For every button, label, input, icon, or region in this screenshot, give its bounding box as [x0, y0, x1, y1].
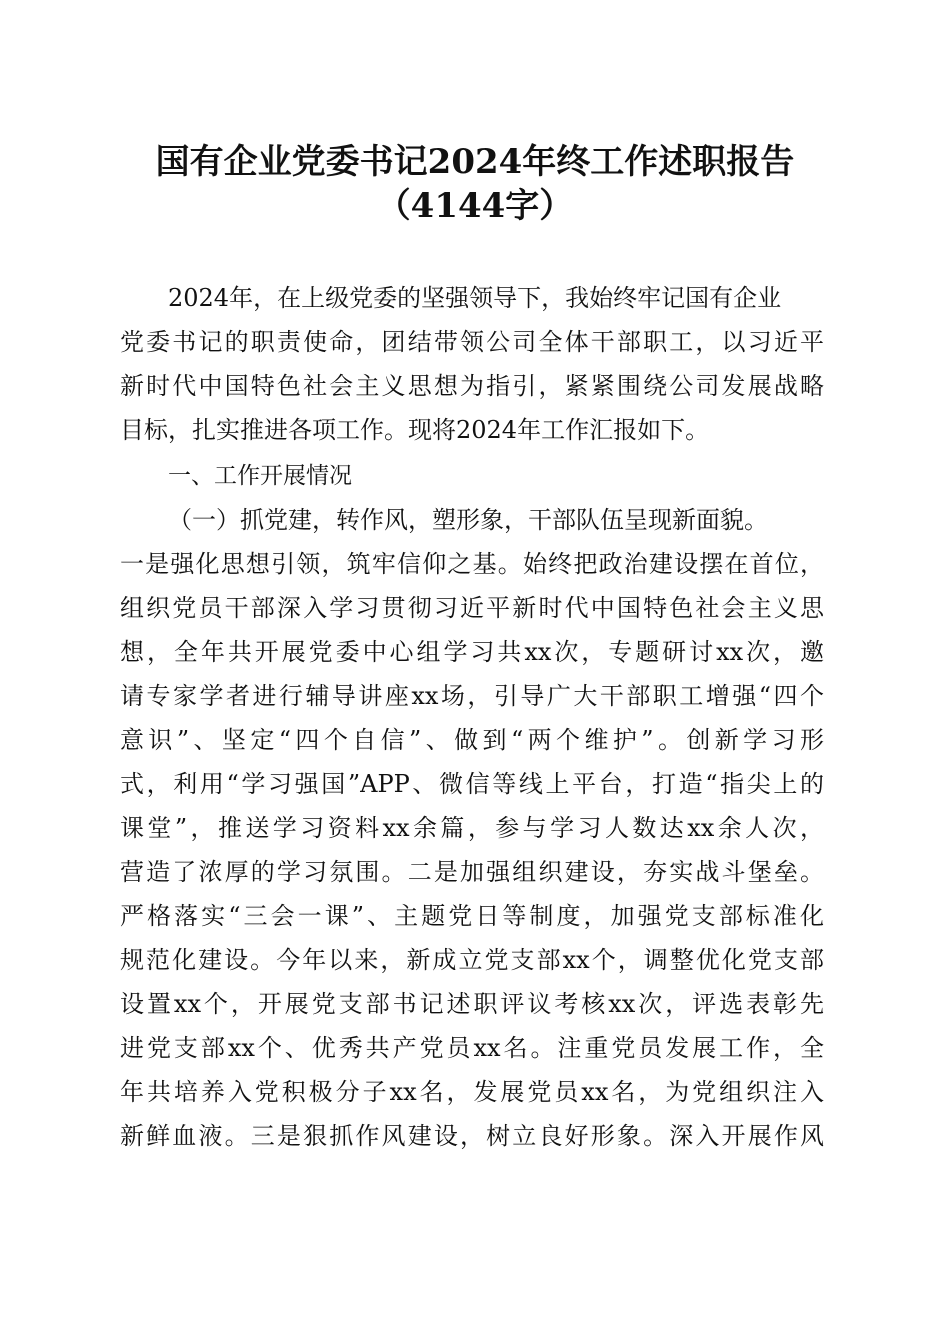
paragraph-body-line: 意识”、坚定“四个自信”、做到“两个维护”。创新学习形 — [120, 726, 824, 754]
paragraph-intro-line: 党委书记的职责使命，团结带领公司全体干部职工，以习近平 — [120, 328, 824, 356]
paragraph-body-line: 组织党员干部深入学习贯彻习近平新时代中国特色社会主义思 — [120, 594, 824, 622]
paragraph-body-line: 进党支部xx个、优秀共产党员xx名。注重党员发展工作，全 — [120, 1034, 824, 1062]
subsection-heading-1: （一）抓党建，转作风，塑形象，干部队伍呈现新面貌。 — [168, 506, 768, 534]
paragraph-body-line: 设置xx个，开展党支部书记述职评议考核xx次，评选表彰先 — [120, 990, 824, 1018]
paragraph-intro-line: 新时代中国特色社会主义思想为指引，紧紧围绕公司发展战略 — [120, 372, 824, 400]
paragraph-body-line: 营造了浓厚的学习氛围。二是加强组织建设，夯实战斗堡垒。 — [120, 858, 824, 886]
paragraph-intro-line: 目标，扎实推进各项工作。现将2024年工作汇报如下。 — [120, 416, 710, 444]
paragraph-body-line: 严格落实“三会一课”、主题党日等制度，加强党支部标准化 — [120, 902, 824, 930]
paragraph-intro-line: 2024年，在上级党委的坚强领导下，我始终牢记国有企业 — [168, 284, 782, 312]
section-heading-1: 一、工作开展情况 — [168, 463, 352, 489]
paragraph-body-line: 课堂”，推送学习资料xx余篇，参与学习人数达xx余人次， — [120, 814, 824, 842]
paragraph-body-line: 一是强化思想引领，筑牢信仰之基。始终把政治建设摆在首位， — [120, 550, 824, 578]
paragraph-body-line: 请专家学者进行辅导讲座xx场，引导广大干部职工增强“四个 — [120, 682, 824, 710]
paragraph-body-line: 年共培养入党积极分子xx名，发展党员xx名，为党组织注入 — [120, 1078, 824, 1106]
paragraph-body-line: 新鲜血液。三是狠抓作风建设，树立良好形象。深入开展作风 — [120, 1122, 824, 1150]
paragraph-body-line: 想，全年共开展党委中心组学习共xx次，专题研讨xx次，邀 — [120, 638, 824, 666]
paragraph-body-line: 式，利用“学习强国”APP、微信等线上平台，打造“指尖上的 — [120, 770, 824, 798]
document-subtitle-word-count: （4144字） — [376, 186, 574, 226]
paragraph-body-line: 规范化建设。今年以来，新成立党支部xx个，调整优化党支部 — [120, 946, 824, 974]
document-title: 国有企业党委书记2024年终工作述职报告 — [155, 142, 795, 182]
